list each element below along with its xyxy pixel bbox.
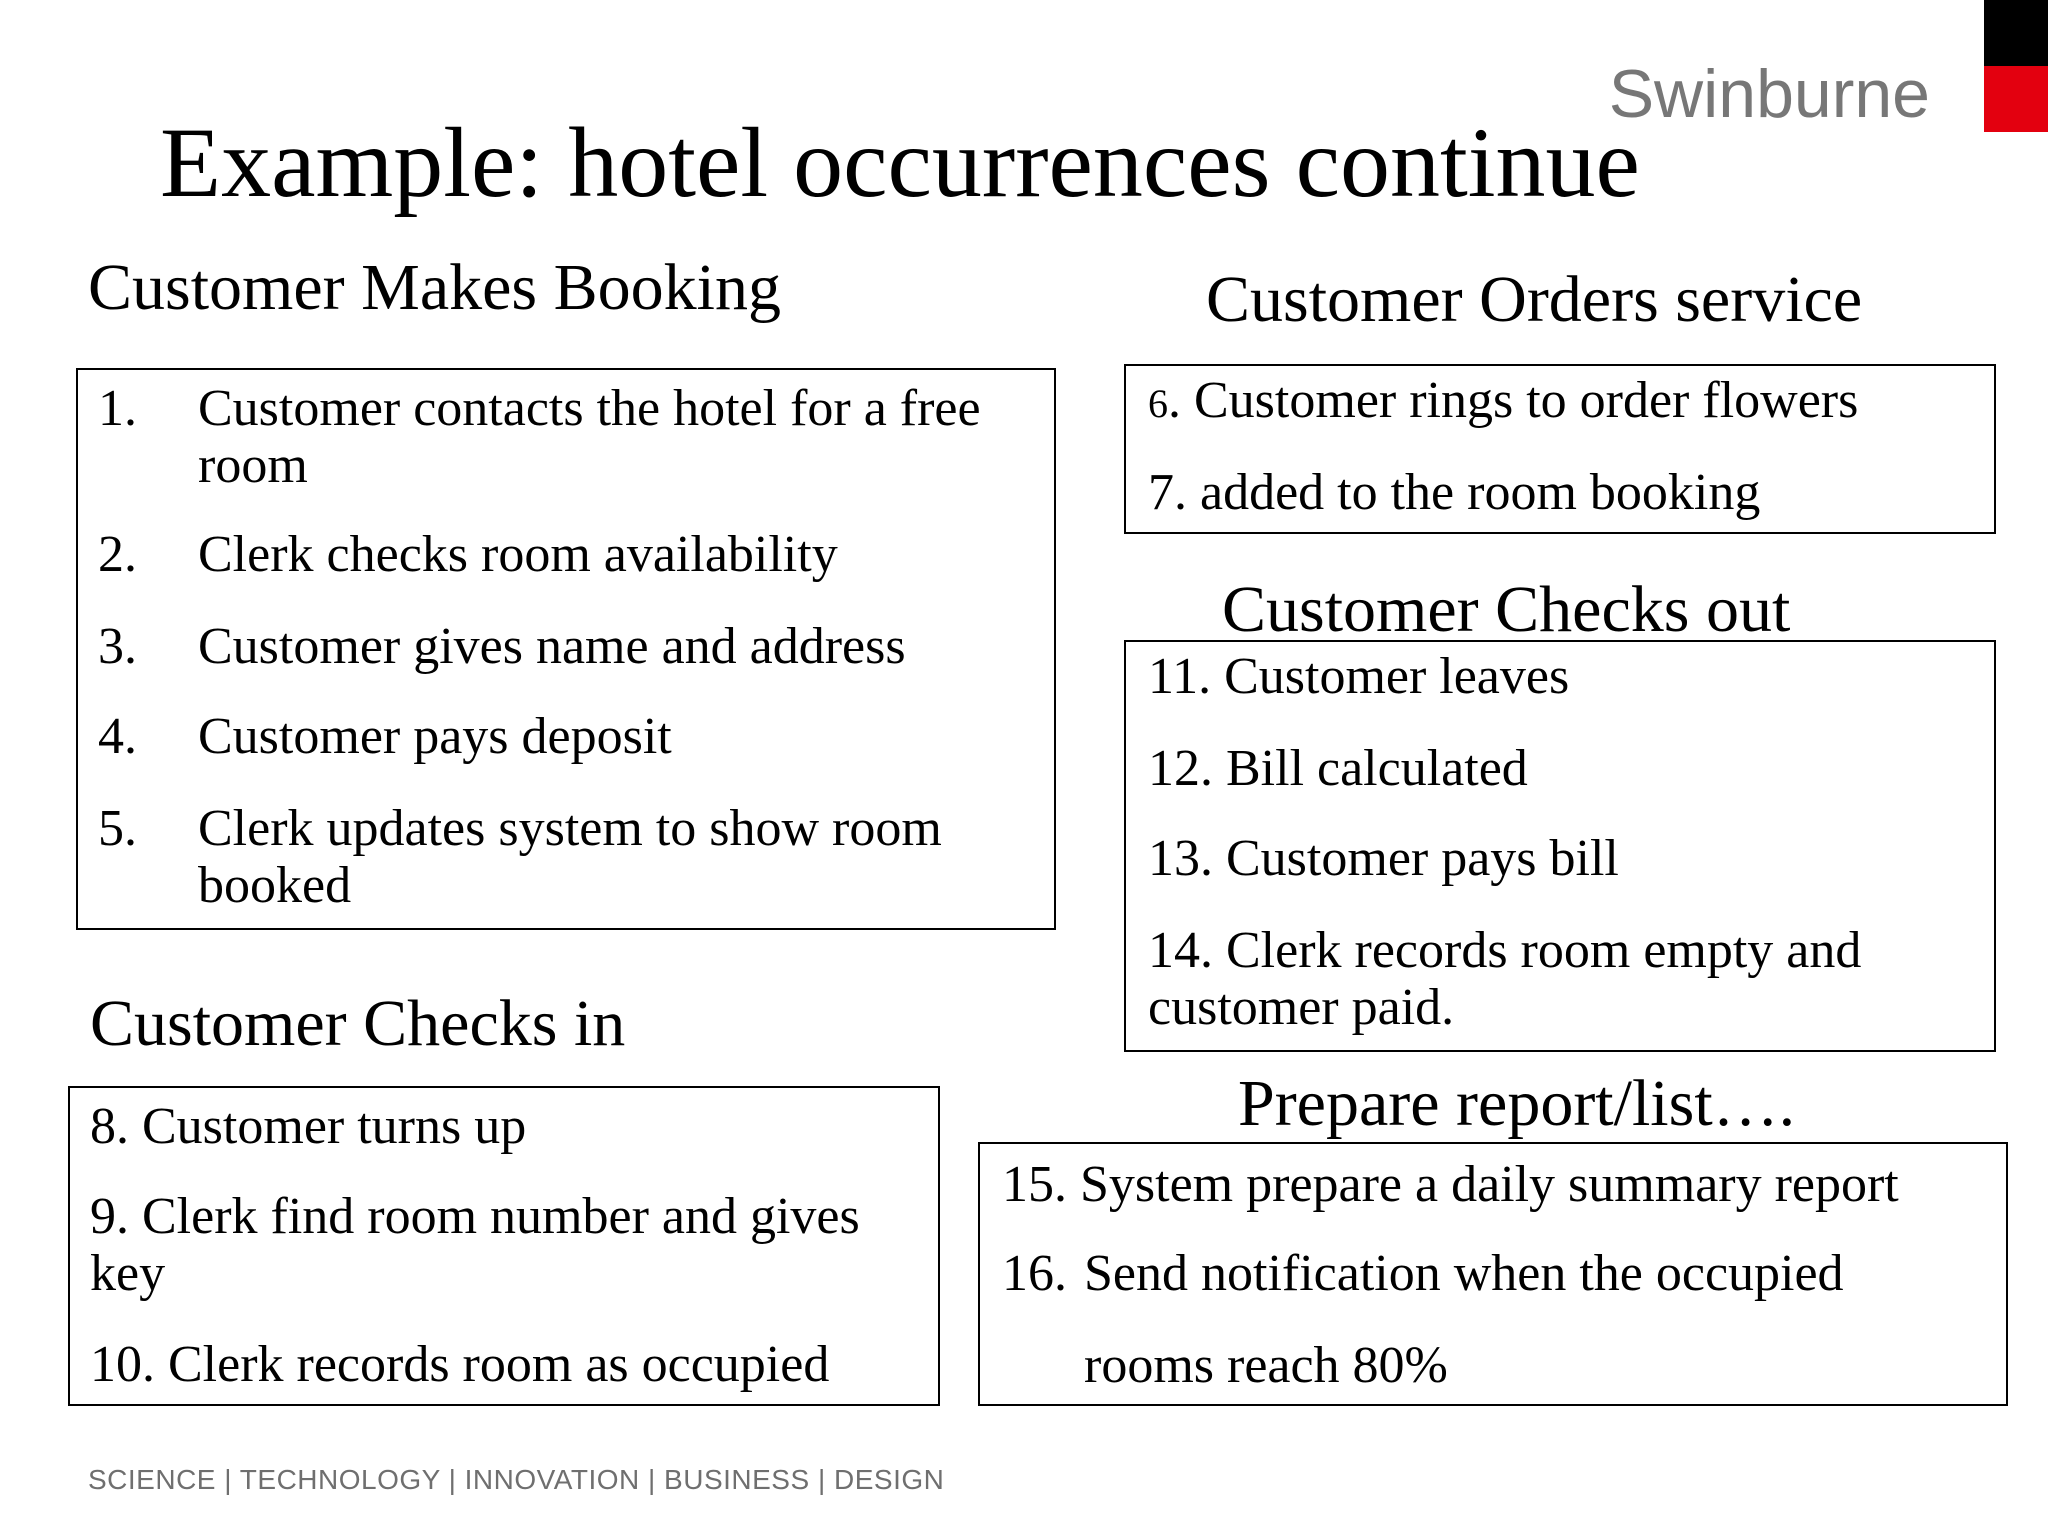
report-box <box>978 1142 2008 1406</box>
item-text: 9. Clerk find room number and gives key <box>90 1188 860 1302</box>
service-box <box>1124 364 1996 534</box>
checkout-box <box>1124 640 1996 1052</box>
item-text: Customer contacts the hotel for a free room <box>198 380 981 494</box>
item-number: 1. <box>98 380 137 437</box>
item-text: 15. System prepare a daily summary report <box>1002 1156 1899 1213</box>
item-text: 12. Bill calculated <box>1148 740 1528 797</box>
list-item <box>1002 1156 2002 1213</box>
item-text: 11. Customer leaves <box>1148 648 1570 705</box>
item-text: Customer pays deposit <box>198 708 672 765</box>
item-text: Clerk updates system to show room booked <box>198 800 942 914</box>
item-text: . Customer rings to order flowers <box>1168 372 1859 429</box>
list-item <box>1148 740 1978 797</box>
heading-customer-makes-booking: Customer Makes Booking <box>88 251 781 324</box>
item-number: 6 <box>1148 381 1168 426</box>
brand-flag-black <box>1984 0 2048 66</box>
heading-customer-orders-service: Customer Orders service <box>1206 263 1863 336</box>
list-item <box>1148 922 1978 1036</box>
list-item <box>1148 372 1988 432</box>
item-text: 10. Clerk records room as occupied <box>90 1336 830 1393</box>
list-item <box>90 1188 880 1302</box>
booking-box <box>76 368 1056 930</box>
list-item <box>90 1098 920 1155</box>
list-item <box>1148 648 1978 705</box>
footer-tagline: SCIENCE | TECHNOLOGY | INNOVATION | BUSINESS | DESIGN <box>88 1464 945 1495</box>
item-number: 3. <box>98 618 137 675</box>
item-text: Customer gives name and address <box>198 618 906 675</box>
item-text: 14. Clerk records room empty and customer paid. <box>1148 922 1862 1036</box>
item-number: 4. <box>98 708 137 765</box>
heading-prepare-report: Prepare report/list…. <box>1238 1067 1796 1140</box>
item-text: Send notification when the occupied rooms reach 80% <box>1084 1245 1844 1394</box>
checkin-box <box>68 1086 940 1406</box>
item-number: 5. <box>98 800 137 857</box>
heading-customer-checks-in: Customer Checks in <box>90 987 626 1060</box>
item-number: 2. <box>98 526 137 583</box>
item-text: 7. added to the room booking <box>1148 464 1761 521</box>
item-text: 8. Customer turns up <box>90 1098 527 1155</box>
list-item <box>90 1336 920 1393</box>
brand-wordmark: Swinburne <box>1608 56 1930 132</box>
item-text: Clerk checks room availability <box>198 526 838 583</box>
list-item <box>1148 464 1988 521</box>
brand-flag-red <box>1984 66 2048 132</box>
list-item <box>1148 830 1978 887</box>
heading-customer-checks-out: Customer Checks out <box>1222 573 1791 646</box>
slide-title: Example: hotel occurrences continue <box>160 107 1640 218</box>
item-text: 13. Customer pays bill <box>1148 830 1619 887</box>
item-number: 16. <box>1002 1245 1067 1302</box>
